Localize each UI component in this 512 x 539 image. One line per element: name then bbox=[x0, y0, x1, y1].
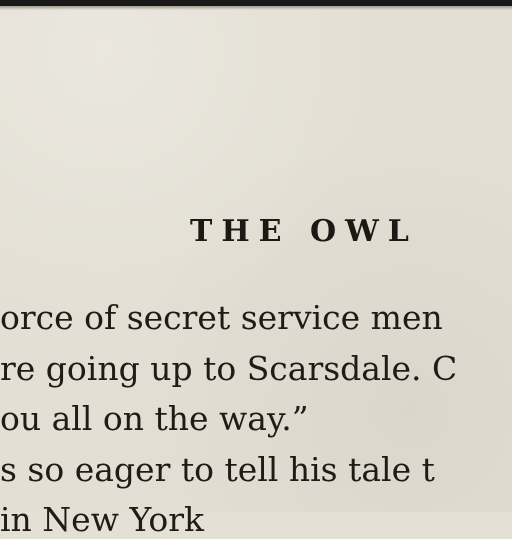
page-top-shadow bbox=[0, 6, 512, 10]
text-line-4: s so eager to tell his tale t bbox=[0, 450, 435, 489]
text-line-3: ou all on the way.” bbox=[0, 399, 309, 438]
text-line-1: orce of secret service men bbox=[0, 298, 443, 337]
text-line-2: re going up to Scarsdale. C bbox=[0, 349, 458, 388]
text-line-5: in New York bbox=[0, 500, 204, 539]
running-head: THE OWL bbox=[190, 214, 418, 249]
